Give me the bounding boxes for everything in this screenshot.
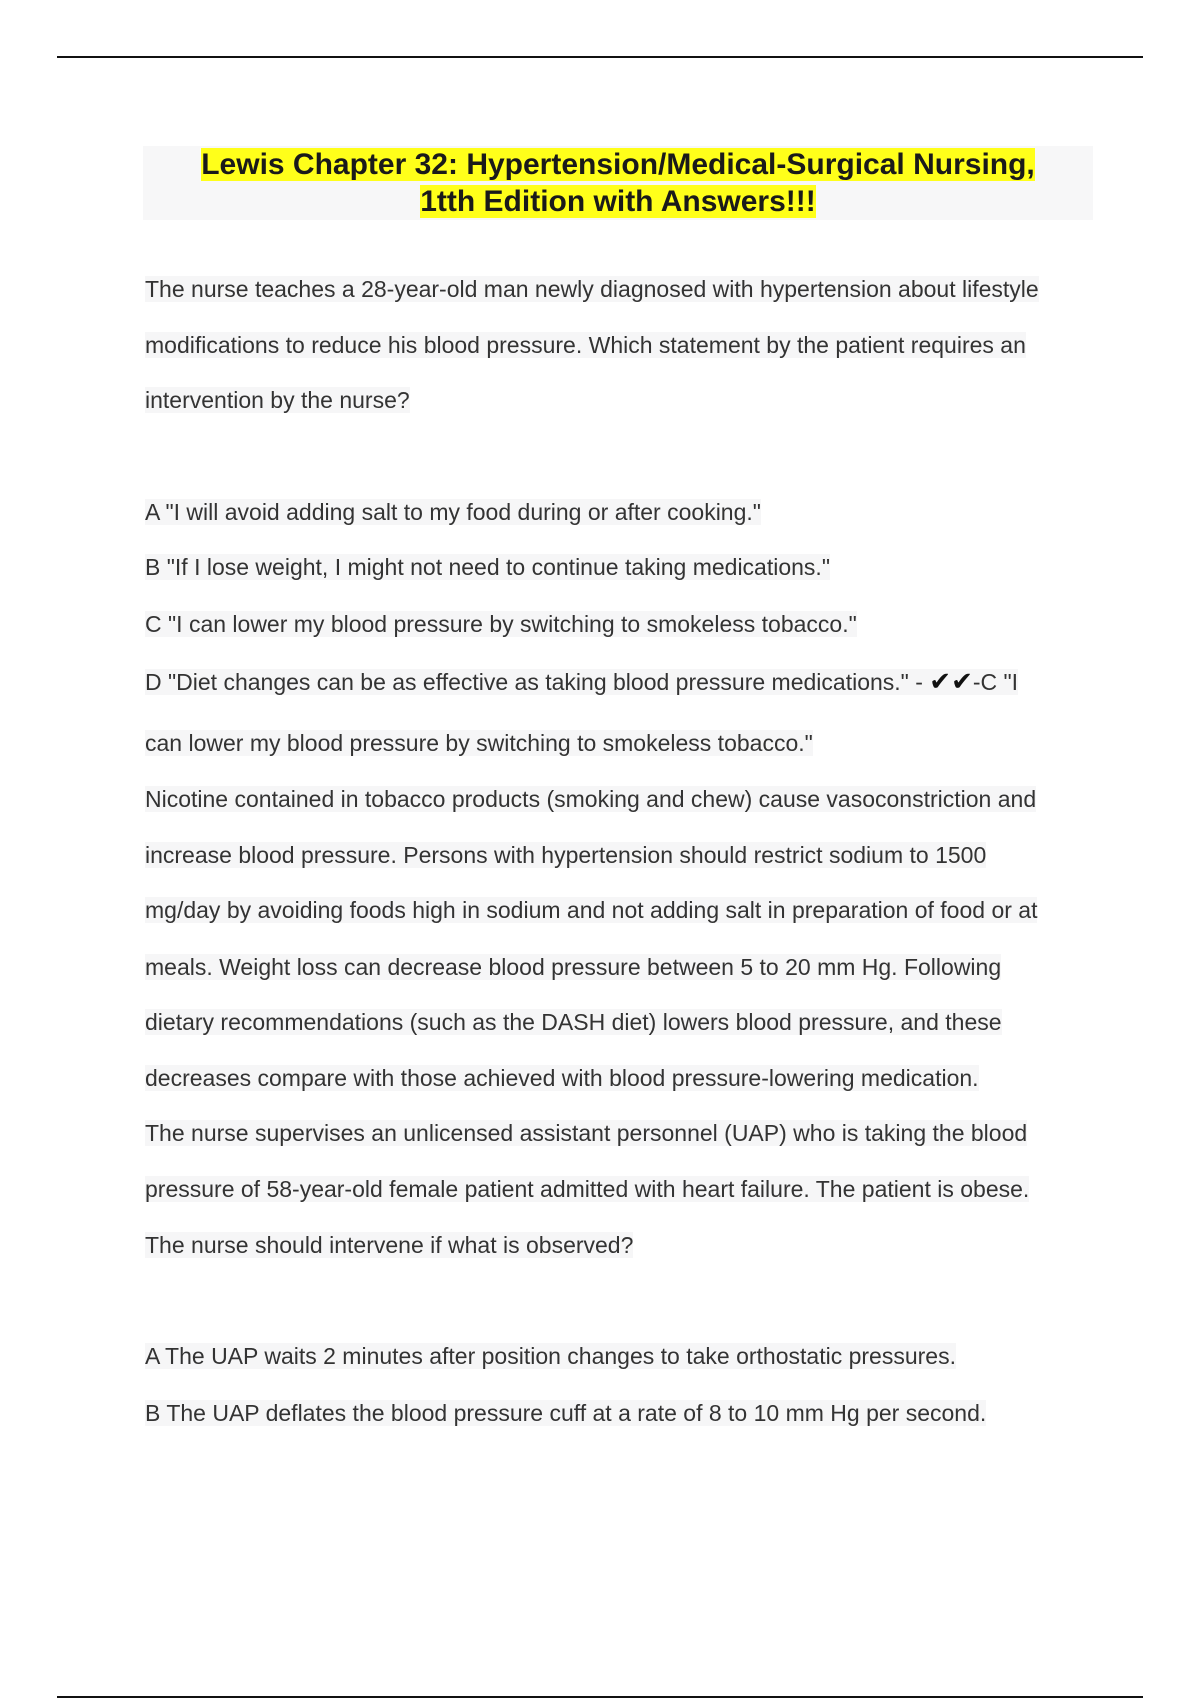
q1-option-b: B "If I lose weight, I might not need to continue taking medications."	[145, 554, 830, 580]
header-rule	[57, 56, 1143, 58]
q1-option-c: C "I can lower my blood pressure by switching to smokeless tobacco."	[145, 611, 857, 637]
q1-rationale-line-6: decreases compare with those achieved with blood pressure-lowering medication.	[145, 1065, 979, 1091]
q1-stem-line-2: modifications to reduce his blood pressure. Which statement by the patient requires an	[145, 332, 1026, 358]
q1-rationale-line-3: mg/day by avoiding foods high in sodium and not adding salt in preparation of food or at	[145, 897, 1038, 923]
q1-stem-line-3: intervention by the nurse?	[145, 387, 410, 413]
q1-answer-start: -C "I	[972, 669, 1019, 695]
footer-rule	[57, 1696, 1143, 1698]
check-mark-icon: ✔✔	[929, 667, 973, 697]
q2-stem-line-2: pressure of 58-year-old female patient admitted with heart failure. The patient is obese.	[145, 1176, 1030, 1202]
q2-option-a: A The UAP waits 2 minutes after position changes to take orthostatic pressures.	[145, 1343, 956, 1369]
q1-answer-continued: can lower my blood pressure by switching to smokeless tobacco."	[145, 730, 813, 756]
q1-option-d: D "Diet changes can be as effective as taking blood pressure medications." - ✔✔-C "I	[145, 667, 1019, 697]
q2-stem-line-3: The nurse should intervene if what is observed?	[145, 1232, 634, 1258]
q1-rationale-line-1: Nicotine contained in tobacco products (smoking and chew) cause vasoconstriction and	[145, 786, 1037, 812]
q2-stem-line-1: The nurse supervises an unlicensed assistant personnel (UAP) who is taking the blood	[145, 1120, 1028, 1146]
q1-option-a: A "I will avoid adding salt to my food during or after cooking."	[145, 499, 761, 525]
title-line-1: Lewis Chapter 32: Hypertension/Medical-Surgical Nursing,	[201, 148, 1035, 181]
q1-rationale-line-5: dietary recommendations (such as the DASH diet) lowers blood pressure, and these	[145, 1009, 1002, 1035]
q2-option-b: B The UAP deflates the blood pressure cuff at a rate of 8 to 10 mm Hg per second.	[145, 1400, 987, 1426]
q1-stem-line-1: The nurse teaches a 28-year-old man newly diagnosed with hypertension about lifestyle	[145, 276, 1039, 302]
title-line-2: 1tth Edition with Answers!!!	[420, 185, 816, 218]
q1-rationale-line-4: meals. Weight loss can decrease blood pressure between 5 to 20 mm Hg. Following	[145, 954, 1002, 980]
document-title	[143, 146, 1093, 220]
q1-rationale-line-2: increase blood pressure. Persons with hypertension should restrict sodium to 1500	[145, 842, 987, 868]
